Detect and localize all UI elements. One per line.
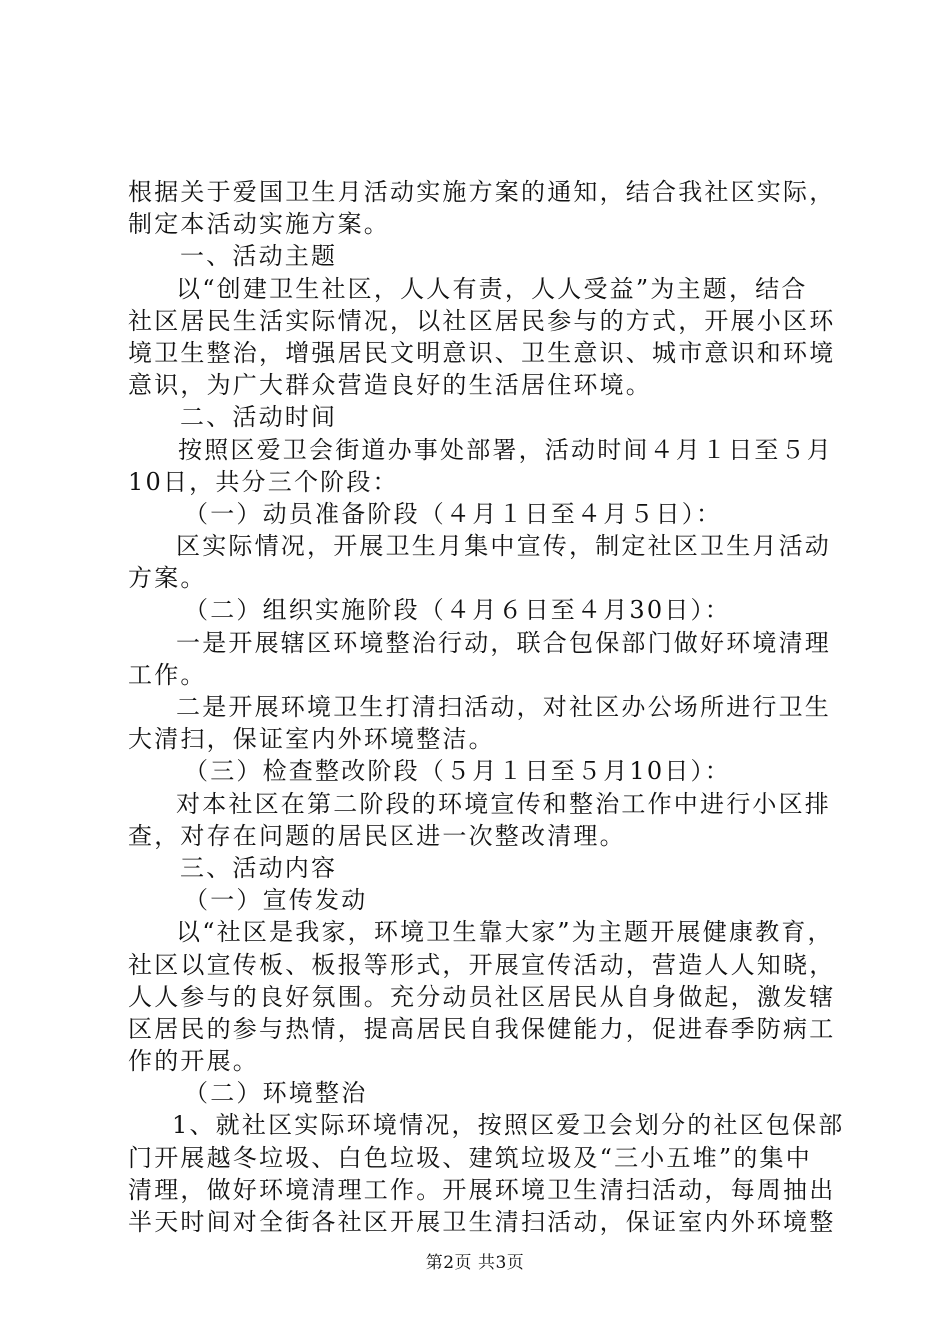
subsection-heading: （二）组织实施阶段（４月６日至４月30日）： [184,596,731,625]
text-line: 清理，做好环境清理工作。开展环境卫生清扫活动，每周抽出 [128,1175,836,1204]
text-line: 以“社区是我家，环境卫生靠大家”为主题开展健康教育， [176,918,834,947]
text-line: 意识，为广大群众营造良好的生活居住环境。 [128,371,652,400]
text-line: 一是开展辖区环境整治行动，联合包保部门做好环境清理 [176,628,831,657]
text-line: 人人参与的良好氛围。充分动员社区居民从自身做起，激发辖 [128,982,836,1011]
text-line: 10日，共分三个阶段： [128,467,399,496]
text-line: 工作。 [128,660,207,689]
text-line: 二是开展环境卫生打清扫活动，对社区办公场所进行卫生 [176,693,831,721]
subsection-heading: （一）动员准备阶段（４月１日至４月５日）： [184,499,723,528]
section-heading: 三、活动内容 [180,853,338,882]
text-line: 按照区爱卫会街道办事处部署，活动时间４月１日至５月 [178,435,833,464]
section-heading: 二、活动时间 [180,403,338,432]
text-line: 社区居民生活实际情况，以社区居民参与的方式，开展小区环 [128,306,836,335]
text-line: 1、就社区实际环境情况，按照区爱卫会划分的社区包保部 [172,1111,845,1140]
text-line: 区居民的参与热情，提高居民自我保健能力，促进春季防病工 [128,1014,836,1043]
page-number-footer: 第2页 共3页 [425,1253,525,1273]
text-line: 区实际情况，开展卫生月集中宣传，制定社区卫生月活动 [176,532,831,561]
text-line: 对本社区在第二阶段的环境宣传和整治工作中进行小区排 [176,789,831,818]
text-line: 以“创建卫生社区，人人有责，人人受益”为主题，结合 [176,274,808,303]
section-heading: 一、活动主题 [180,242,338,271]
subsection-heading: （三）检查整改阶段（５月１日至５月10日）： [184,757,731,786]
subsection-heading: （二）环境整治 [184,1079,368,1108]
text-line: 半天时间对全街各社区开展卫生清扫活动，保证室内外环境整 [128,1208,836,1236]
subsection-heading: （一）宣传发动 [184,886,368,915]
text-line: 境卫生整治，增强居民文明意识、卫生意识、城市意识和环境 [128,338,836,367]
document-body [128,176,845,1238]
text-line: 门开展越冬垃圾、白色垃圾、建筑垃圾及“三小五堆”的集中 [128,1143,812,1172]
text-line: 方案。 [128,564,207,593]
text-line: 作的开展。 [128,1047,259,1076]
text-line: 根据关于爱国卫生月活动实施方案的通知，结合我社区实际， [128,178,836,206]
text-line: 制定本活动实施方案。 [128,210,390,239]
text-line: 社区以宣传板、板报等形式，开展宣传活动，营造人人知晓， [128,950,836,979]
text-line: 大清扫，保证室内外环境整洁。 [128,725,495,754]
text-line: 查，对存在问题的居民区进一次整改清理。 [128,821,626,850]
